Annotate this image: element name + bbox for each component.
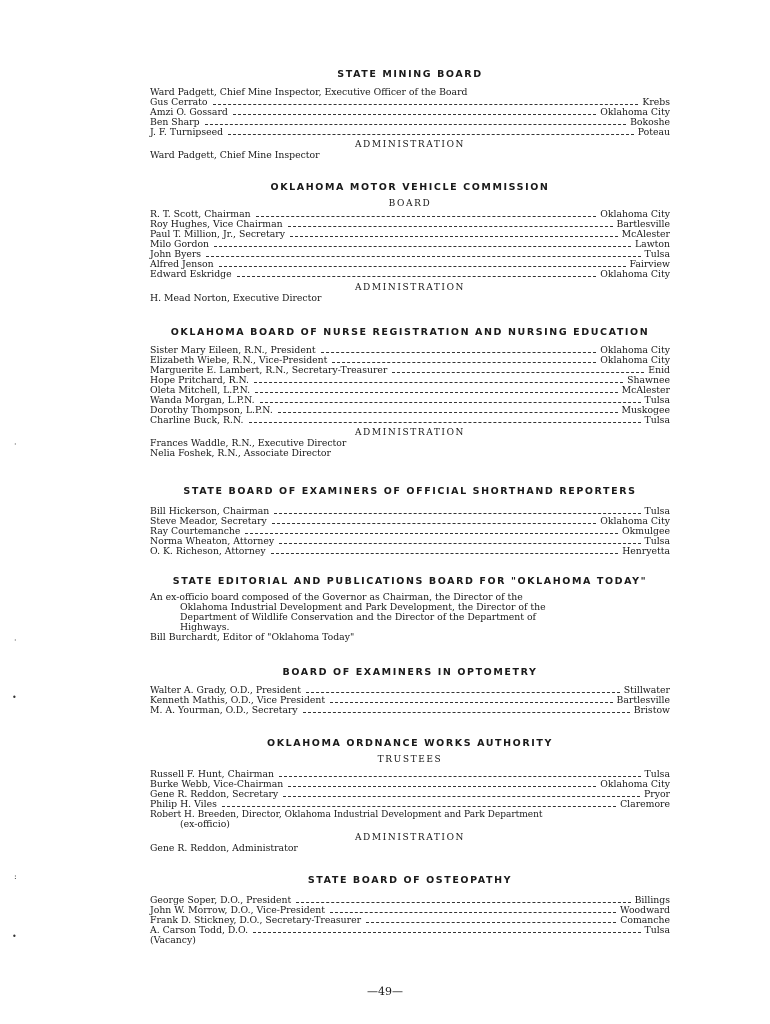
member-name: Sister Mary Eileen, R.N., President <box>150 345 316 356</box>
member-name: Dorothy Thompson, L.P.N. <box>150 405 273 416</box>
member-name: Russell F. Hunt, Chairman <box>150 769 274 780</box>
member-place: Fairview <box>629 259 670 270</box>
leader-dots <box>330 696 612 703</box>
member-name: Steve Meador, Secretary <box>150 516 267 527</box>
member-name: George Soper, D.O., President <box>150 895 292 906</box>
section-nurse-registration <box>150 326 670 459</box>
member-place: Bristow <box>633 705 670 716</box>
admin-line: Nelia Foshek, R.N., Associate Director <box>150 449 331 459</box>
leader-dots <box>213 98 639 105</box>
member-name: Alfred Jenson <box>150 259 214 270</box>
leader-dots <box>283 790 640 797</box>
member-name: A. Carson Todd, D.O. <box>150 925 249 936</box>
leader-dots <box>279 770 641 777</box>
leader-dots <box>254 376 623 383</box>
leader-dots <box>278 406 618 413</box>
admin-heading: ADMINISTRATION <box>354 283 466 293</box>
member-name: O. K. Richeson, Attorney <box>150 546 266 557</box>
section-shorthand-reporters <box>150 485 670 557</box>
leader-dots <box>288 780 596 787</box>
member-row <box>150 800 670 810</box>
member-row <box>150 118 670 128</box>
member-place: McAlester <box>621 385 670 396</box>
section-ordnance-works-authority <box>150 737 670 854</box>
leader-dots <box>233 108 596 115</box>
member-name: Amzi O. Gossard <box>150 107 228 118</box>
member-row <box>150 240 670 250</box>
editorial-description <box>150 593 670 633</box>
member-name: Burke Webb, Vice-Chairman <box>150 779 284 790</box>
admin-line: Frances Waddle, R.N., Executive Director <box>150 439 347 449</box>
member-name: R. T. Scott, Chairman <box>150 209 251 220</box>
member-place: Billings <box>634 895 670 906</box>
leader-dots <box>255 386 618 393</box>
member-place: Lawton <box>635 239 670 250</box>
member-row <box>150 547 670 557</box>
member-place: Oklahoma City <box>600 209 670 220</box>
member-name: Ray Courtemanche <box>150 526 241 537</box>
section-optometry <box>150 666 670 716</box>
leader-dots <box>303 706 630 713</box>
admin-line: H. Mead Norton, Executive Director <box>150 294 322 304</box>
member-name: John Byers <box>150 249 202 260</box>
scan-artifact: • <box>12 932 17 941</box>
member-place: Tulsa <box>644 506 670 517</box>
member-place: Tulsa <box>644 536 670 547</box>
member-line: Ward Padgett, Chief Mine Inspector, Executive Officer of the Board <box>150 88 468 98</box>
member-name: Kenneth Mathis, O.D., Vice President <box>150 695 326 706</box>
member-place: Oklahoma City <box>600 107 670 118</box>
member-name: Frank D. Stickney, D.O., Secretary-Treasurer <box>150 915 362 926</box>
member-place: Shawnee <box>627 375 670 386</box>
leader-dots <box>214 240 631 247</box>
member-place: Poteau <box>637 127 670 138</box>
leader-dots <box>271 547 619 554</box>
section-title: BOARD OF EXAMINERS IN OPTOMETRY <box>282 667 538 678</box>
editor-line: Bill Burchardt, Editor of "Oklahoma Today" <box>150 633 355 643</box>
member-place: Krebs <box>642 97 670 108</box>
member-place: Henryetta <box>622 546 670 557</box>
leader-dots <box>330 906 616 913</box>
member-place: Tulsa <box>644 415 670 426</box>
member-place: Oklahoma City <box>600 355 670 366</box>
member-row <box>150 250 670 260</box>
member-place: McAlester <box>621 229 670 240</box>
member-row <box>150 230 670 240</box>
member-name: Bill Hickerson, Chairman <box>150 506 270 517</box>
leader-dots <box>228 128 634 135</box>
page-number: —49— <box>367 985 403 998</box>
member-name: Marguerite E. Lambert, R.N., Secretary-Treasurer <box>150 365 388 376</box>
section-title: STATE EDITORIAL AND PUBLICATIONS BOARD FOR "OKLAHOMA TODAY" <box>172 576 648 587</box>
leader-dots <box>222 800 616 807</box>
member-row <box>150 416 670 426</box>
leader-dots <box>260 396 641 403</box>
admin-heading: ADMINISTRATION <box>354 833 466 843</box>
member-place: Muskogee <box>621 405 670 416</box>
leader-dots <box>206 250 640 257</box>
member-place: Oklahoma City <box>600 269 670 280</box>
section-title: OKLAHOMA ORDNANCE WORKS AUTHORITY <box>267 738 553 749</box>
member-place: Okmulgee <box>622 526 670 537</box>
member-name: Ben Sharp <box>150 117 200 128</box>
member-name: Roy Hughes, Vice Chairman <box>150 219 283 230</box>
member-line: Robert H. Breeden, Director, Oklahoma Industrial Development and Park Department <box>150 810 543 820</box>
member-place: Stillwater <box>623 685 670 696</box>
leader-dots <box>272 517 596 524</box>
leader-dots <box>256 210 597 217</box>
member-name: Wanda Morgan, L.P.N. <box>150 395 255 406</box>
section-title: STATE BOARD OF EXAMINERS OF OFFICIAL SHORTHAND REPORTERS <box>183 486 637 497</box>
leader-dots <box>321 346 597 353</box>
member-name: Oleta Mitchell, L.P.N. <box>150 385 251 396</box>
admin-line: Gene R. Reddon, Administrator <box>150 844 298 854</box>
member-name: John W. Morrow, D.O., Vice-President <box>150 905 325 916</box>
leader-dots <box>253 926 640 933</box>
member-row <box>150 270 670 280</box>
section-state-mining-board <box>150 68 670 161</box>
member-place: Comanche <box>620 915 670 926</box>
scan-artifact: • <box>12 693 17 702</box>
member-name: J. F. Turnipseed <box>150 127 224 138</box>
member-row <box>150 790 670 800</box>
admin-line: Ward Padgett, Chief Mine Inspector <box>150 151 320 161</box>
leader-dots <box>290 230 618 237</box>
leader-dots <box>332 356 596 363</box>
section-motor-vehicle-commission <box>150 181 670 304</box>
member-name: Elizabeth Wiebe, R.N., Vice-President <box>150 355 328 366</box>
vacancy-line: (Vacancy) <box>150 936 196 946</box>
member-name: Milo Gordon <box>150 239 210 250</box>
section-title: STATE BOARD OF OSTEOPATHY <box>307 875 513 886</box>
admin-heading: ADMINISTRATION <box>354 140 466 150</box>
leader-dots <box>237 270 597 277</box>
member-place: Oklahoma City <box>600 345 670 356</box>
member-place: Pryor <box>644 789 670 800</box>
member-name: Philip H. Viles <box>150 799 217 810</box>
member-place: Enid <box>648 365 670 376</box>
member-row <box>150 98 670 108</box>
leader-dots <box>288 220 613 227</box>
member-row <box>150 706 670 716</box>
member-place: Tulsa <box>644 395 670 406</box>
leader-dots <box>245 527 618 534</box>
leader-dots <box>205 118 627 125</box>
member-row <box>150 128 670 138</box>
member-place: Bartlesville <box>616 219 670 230</box>
member-row <box>150 108 670 118</box>
member-name: Paul T. Million, Jr., Secretary <box>150 229 285 240</box>
leader-dots <box>306 686 620 693</box>
scan-artifact: : <box>14 872 17 881</box>
leader-dots <box>274 507 640 514</box>
section-title: OKLAHOMA BOARD OF NURSE REGISTRATION AND NURSING EDUCATION <box>170 327 650 338</box>
section-osteopathy <box>150 874 670 946</box>
member-place: Oklahoma City <box>600 516 670 527</box>
leader-dots <box>249 416 641 423</box>
member-row <box>150 926 670 936</box>
member-name: Gus Cerrato <box>150 97 208 108</box>
leader-dots <box>296 896 630 903</box>
member-place: Oklahoma City <box>600 779 670 790</box>
leader-dots <box>279 537 640 544</box>
member-place: Tulsa <box>644 249 670 260</box>
member-place: Tulsa <box>644 925 670 936</box>
member-name: Hope Pritchard, R.N. <box>150 375 250 386</box>
subheading: TRUSTEES <box>377 755 443 765</box>
section-editorial-board <box>150 575 670 643</box>
leader-dots <box>219 260 626 267</box>
member-place: Woodward <box>620 905 670 916</box>
scan-artifact: · <box>14 440 17 449</box>
section-title: OKLAHOMA MOTOR VEHICLE COMMISSION <box>270 182 550 193</box>
member-place: Bokoshe <box>630 117 670 128</box>
member-name: M. A. Yourman, O.D., Secretary <box>150 705 298 716</box>
member-place: Claremore <box>620 799 670 810</box>
leader-dots <box>366 916 616 923</box>
paragraph-line: Department of Wildlife Conservation and the Director of the Department of <box>180 613 536 623</box>
member-name: Walter A. Grady, O.D., President <box>150 685 301 696</box>
member-place: Tulsa <box>644 769 670 780</box>
member-name: Edward Eskridge <box>150 269 232 280</box>
scan-artifact: · <box>14 636 17 645</box>
paragraph-line: Oklahoma Industrial Development and Park Development, the Director of the <box>180 603 546 613</box>
admin-heading: ADMINISTRATION <box>354 428 466 438</box>
member-name: Charline Buck, R.N. <box>150 415 244 426</box>
subheading: BOARD <box>388 199 432 209</box>
member-name: Gene R. Reddon, Secretary <box>150 789 279 800</box>
leader-dots <box>392 366 644 373</box>
member-line: (ex-officio) <box>180 820 230 830</box>
member-name: Norma Wheaton, Attorney <box>150 536 275 547</box>
paragraph-line: An ex-officio board composed of the Governor as Chairman, the Director of the <box>150 593 523 603</box>
member-place: Bartlesville <box>616 695 670 706</box>
section-title: STATE MINING BOARD <box>337 69 483 80</box>
paragraph-line: Highways. <box>180 623 230 633</box>
